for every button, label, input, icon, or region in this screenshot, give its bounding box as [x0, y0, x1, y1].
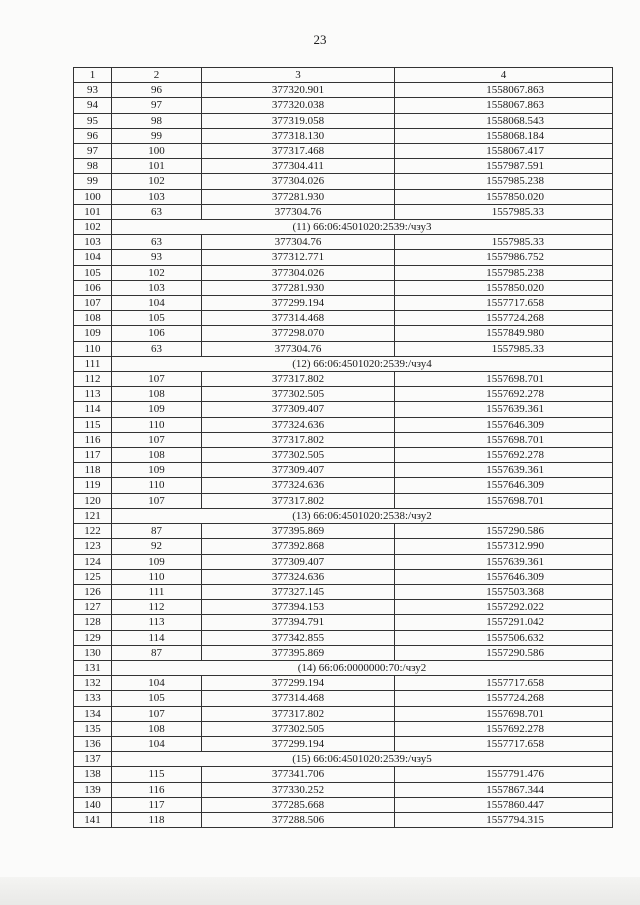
x-coordinate-cell: 377394.153 — [202, 600, 395, 615]
x-coordinate-cell: 377281.930 — [202, 280, 395, 295]
x-coordinate-cell: 377299.194 — [202, 676, 395, 691]
row-number-cell: 95 — [74, 113, 112, 128]
y-coordinate-cell: 1558068.184 — [395, 128, 613, 143]
table-row — [74, 767, 613, 782]
point-number-cell: 117 — [112, 797, 202, 812]
parcel-group-title: (14) 66:06:0000000:70:/чзу2 — [112, 660, 613, 675]
row-number-cell: 96 — [74, 128, 112, 143]
coordinates-table-body — [74, 68, 613, 828]
table-row — [74, 463, 613, 478]
y-coordinate-cell: 1557698.701 — [395, 706, 613, 721]
point-number-cell: 113 — [112, 615, 202, 630]
table-row — [74, 159, 613, 174]
x-coordinate-cell: 377317.802 — [202, 493, 395, 508]
point-number-cell: 109 — [112, 554, 202, 569]
x-coordinate-cell: 377312.771 — [202, 250, 395, 265]
y-coordinate-cell: 1557639.361 — [395, 463, 613, 478]
x-coordinate-cell: 377394.791 — [202, 615, 395, 630]
table-row — [74, 311, 613, 326]
y-coordinate-cell: 1557717.658 — [395, 676, 613, 691]
table-row — [74, 554, 613, 569]
table-row — [74, 387, 613, 402]
row-number-cell: 115 — [74, 417, 112, 432]
table-row — [74, 691, 613, 706]
row-number-cell: 133 — [74, 691, 112, 706]
table-row — [74, 113, 613, 128]
row-number-cell: 132 — [74, 676, 112, 691]
x-coordinate-cell: 377304.76 — [202, 341, 395, 356]
table-row — [74, 372, 613, 387]
point-number-cell: 87 — [112, 524, 202, 539]
row-number-cell: 120 — [74, 493, 112, 508]
row-number-cell: 130 — [74, 645, 112, 660]
x-coordinate-cell: 377317.802 — [202, 706, 395, 721]
row-number-cell: 102 — [74, 220, 112, 235]
row-number-cell: 111 — [74, 356, 112, 371]
y-coordinate-cell: 1557717.658 — [395, 736, 613, 751]
point-number-cell: 111 — [112, 584, 202, 599]
table-row — [74, 736, 613, 751]
point-number-cell: 105 — [112, 691, 202, 706]
table-row — [74, 250, 613, 265]
point-number-cell: 93 — [112, 250, 202, 265]
point-number-cell: 97 — [112, 98, 202, 113]
header-cell-3: 3 — [202, 68, 395, 83]
x-coordinate-cell: 377302.505 — [202, 448, 395, 463]
point-number-cell: 104 — [112, 736, 202, 751]
point-number-cell: 102 — [112, 265, 202, 280]
point-number-cell: 106 — [112, 326, 202, 341]
row-number-cell: 101 — [74, 204, 112, 219]
y-coordinate-cell: 1557290.586 — [395, 645, 613, 660]
row-number-cell: 141 — [74, 812, 112, 827]
table-row — [74, 569, 613, 584]
table-row — [74, 144, 613, 159]
y-coordinate-cell: 1557791.476 — [395, 767, 613, 782]
y-coordinate-cell: 1557987.591 — [395, 159, 613, 174]
x-coordinate-cell: 377318.130 — [202, 128, 395, 143]
table-row — [74, 204, 613, 219]
table-row — [74, 189, 613, 204]
table-row — [74, 402, 613, 417]
x-coordinate-cell: 377319.058 — [202, 113, 395, 128]
point-number-cell: 112 — [112, 600, 202, 615]
point-number-cell: 102 — [112, 174, 202, 189]
x-coordinate-cell: 377299.194 — [202, 736, 395, 751]
table-row — [74, 539, 613, 554]
point-number-cell: 110 — [112, 569, 202, 584]
x-coordinate-cell: 377327.145 — [202, 584, 395, 599]
x-coordinate-cell: 377342.855 — [202, 630, 395, 645]
point-number-cell: 107 — [112, 372, 202, 387]
table-row — [74, 265, 613, 280]
row-number-cell: 109 — [74, 326, 112, 341]
row-number-cell: 123 — [74, 539, 112, 554]
table-row — [74, 98, 613, 113]
table-row — [74, 174, 613, 189]
table-row — [74, 645, 613, 660]
row-number-cell: 107 — [74, 296, 112, 311]
table-group-row — [74, 508, 613, 523]
x-coordinate-cell: 377288.506 — [202, 812, 395, 827]
point-number-cell: 105 — [112, 311, 202, 326]
y-coordinate-cell: 1557985.238 — [395, 265, 613, 280]
table-row — [74, 615, 613, 630]
point-number-cell: 118 — [112, 812, 202, 827]
x-coordinate-cell: 377309.407 — [202, 402, 395, 417]
x-coordinate-cell: 377314.468 — [202, 311, 395, 326]
point-number-cell: 109 — [112, 402, 202, 417]
y-coordinate-cell: 1557646.309 — [395, 417, 613, 432]
table-row — [74, 478, 613, 493]
x-coordinate-cell: 377285.668 — [202, 797, 395, 812]
y-coordinate-cell: 1557724.268 — [395, 691, 613, 706]
row-number-cell: 105 — [74, 265, 112, 280]
y-coordinate-cell: 1557692.278 — [395, 448, 613, 463]
table-row — [74, 630, 613, 645]
y-coordinate-cell: 1557867.344 — [395, 782, 613, 797]
row-number-cell: 113 — [74, 387, 112, 402]
x-coordinate-cell: 377281.930 — [202, 189, 395, 204]
row-number-cell: 108 — [74, 311, 112, 326]
row-number-cell: 98 — [74, 159, 112, 174]
row-number-cell: 93 — [74, 83, 112, 98]
point-number-cell: 104 — [112, 296, 202, 311]
x-coordinate-cell: 377314.468 — [202, 691, 395, 706]
table-row — [74, 417, 613, 432]
y-coordinate-cell: 1557850.020 — [395, 280, 613, 295]
point-number-cell: 107 — [112, 432, 202, 447]
y-coordinate-cell: 1557850.020 — [395, 189, 613, 204]
point-number-cell: 103 — [112, 189, 202, 204]
point-number-cell: 63 — [112, 341, 202, 356]
point-number-cell: 92 — [112, 539, 202, 554]
header-cell-1: 1 — [74, 68, 112, 83]
row-number-cell: 135 — [74, 721, 112, 736]
table-group-row — [74, 752, 613, 767]
y-coordinate-cell: 1557986.752 — [395, 250, 613, 265]
row-number-cell: 140 — [74, 797, 112, 812]
y-coordinate-cell: 1557291.042 — [395, 615, 613, 630]
row-number-cell: 137 — [74, 752, 112, 767]
table-group-row — [74, 356, 613, 371]
y-coordinate-cell: 1558067.863 — [395, 98, 613, 113]
row-number-cell: 118 — [74, 463, 112, 478]
row-number-cell: 99 — [74, 174, 112, 189]
y-coordinate-cell: 1557290.586 — [395, 524, 613, 539]
parcel-group-title: (13) 66:06:4501020:2538:/чзу2 — [112, 508, 613, 523]
x-coordinate-cell: 377317.802 — [202, 432, 395, 447]
point-number-cell: 103 — [112, 280, 202, 295]
y-coordinate-cell: 1557506.632 — [395, 630, 613, 645]
parcel-group-title: (12) 66:06:4501020:2539:/чзу4 — [112, 356, 613, 371]
x-coordinate-cell: 377320.038 — [202, 98, 395, 113]
y-coordinate-cell: 1557639.361 — [395, 402, 613, 417]
table-group-row — [74, 660, 613, 675]
x-coordinate-cell: 377302.505 — [202, 721, 395, 736]
table-row — [74, 493, 613, 508]
point-number-cell: 107 — [112, 706, 202, 721]
table-row — [74, 782, 613, 797]
table-row — [74, 676, 613, 691]
row-number-cell: 124 — [74, 554, 112, 569]
y-coordinate-cell: 1557717.658 — [395, 296, 613, 311]
point-number-cell: 99 — [112, 128, 202, 143]
x-coordinate-cell: 377304.026 — [202, 265, 395, 280]
y-coordinate-cell: 1557646.309 — [395, 569, 613, 584]
point-number-cell: 107 — [112, 493, 202, 508]
table-row — [74, 721, 613, 736]
point-number-cell: 63 — [112, 204, 202, 219]
parcel-group-title: (11) 66:06:4501020:2539:/чзу3 — [112, 220, 613, 235]
x-coordinate-cell: 377298.070 — [202, 326, 395, 341]
row-number-cell: 134 — [74, 706, 112, 721]
x-coordinate-cell: 377341.706 — [202, 767, 395, 782]
point-number-cell: 110 — [112, 417, 202, 432]
row-number-cell: 117 — [74, 448, 112, 463]
point-number-cell: 108 — [112, 387, 202, 402]
table-row — [74, 432, 613, 447]
row-number-cell: 103 — [74, 235, 112, 250]
row-number-cell: 110 — [74, 341, 112, 356]
y-coordinate-cell: 1557794.315 — [395, 812, 613, 827]
y-coordinate-cell: 1557985.33 — [395, 204, 613, 219]
table-row — [74, 600, 613, 615]
y-coordinate-cell: 1557698.701 — [395, 372, 613, 387]
table-row — [74, 235, 613, 250]
row-number-cell: 121 — [74, 508, 112, 523]
page-number: 23 — [313, 32, 327, 47]
row-number-cell: 112 — [74, 372, 112, 387]
y-coordinate-cell: 1557312.990 — [395, 539, 613, 554]
point-number-cell: 98 — [112, 113, 202, 128]
row-number-cell: 127 — [74, 600, 112, 615]
row-number-cell: 126 — [74, 584, 112, 599]
x-coordinate-cell: 377304.026 — [202, 174, 395, 189]
table-row — [74, 706, 613, 721]
x-coordinate-cell: 377299.194 — [202, 296, 395, 311]
row-number-cell: 122 — [74, 524, 112, 539]
header-cell-2: 2 — [112, 68, 202, 83]
y-coordinate-cell: 1558068.543 — [395, 113, 613, 128]
y-coordinate-cell: 1557724.268 — [395, 311, 613, 326]
table-group-row — [74, 220, 613, 235]
x-coordinate-cell: 377330.252 — [202, 782, 395, 797]
table-row — [74, 797, 613, 812]
y-coordinate-cell: 1558067.417 — [395, 144, 613, 159]
point-number-cell: 63 — [112, 235, 202, 250]
x-coordinate-cell: 377324.636 — [202, 478, 395, 493]
x-coordinate-cell: 377304.76 — [202, 235, 395, 250]
point-number-cell: 100 — [112, 144, 202, 159]
point-number-cell: 104 — [112, 676, 202, 691]
point-number-cell: 109 — [112, 463, 202, 478]
point-number-cell: 108 — [112, 448, 202, 463]
table-header-row — [74, 68, 613, 83]
y-coordinate-cell: 1557985.238 — [395, 174, 613, 189]
x-coordinate-cell: 377309.407 — [202, 554, 395, 569]
y-coordinate-cell: 1557985.33 — [395, 235, 613, 250]
row-number-cell: 94 — [74, 98, 112, 113]
x-coordinate-cell: 377302.505 — [202, 387, 395, 402]
scan-bottom-edge — [0, 877, 640, 905]
x-coordinate-cell: 377324.636 — [202, 417, 395, 432]
parcel-group-title: (15) 66:06:4501020:2539:/чзу5 — [112, 752, 613, 767]
point-number-cell: 101 — [112, 159, 202, 174]
y-coordinate-cell: 1557698.701 — [395, 432, 613, 447]
row-number-cell: 129 — [74, 630, 112, 645]
y-coordinate-cell: 1557849.980 — [395, 326, 613, 341]
row-number-cell: 125 — [74, 569, 112, 584]
table-row — [74, 326, 613, 341]
table-row — [74, 448, 613, 463]
table-row — [74, 128, 613, 143]
x-coordinate-cell: 377320.901 — [202, 83, 395, 98]
table-row — [74, 584, 613, 599]
y-coordinate-cell: 1557860.447 — [395, 797, 613, 812]
row-number-cell: 104 — [74, 250, 112, 265]
y-coordinate-cell: 1557639.361 — [395, 554, 613, 569]
table-row — [74, 524, 613, 539]
point-number-cell: 110 — [112, 478, 202, 493]
row-number-cell: 97 — [74, 144, 112, 159]
header-cell-4: 4 — [395, 68, 613, 83]
point-number-cell: 115 — [112, 767, 202, 782]
table-row — [74, 812, 613, 827]
y-coordinate-cell: 1557985.33 — [395, 341, 613, 356]
y-coordinate-cell: 1557692.278 — [395, 721, 613, 736]
x-coordinate-cell: 377317.468 — [202, 144, 395, 159]
coordinates-table — [73, 67, 613, 828]
x-coordinate-cell: 377324.636 — [202, 569, 395, 584]
row-number-cell: 116 — [74, 432, 112, 447]
row-number-cell: 100 — [74, 189, 112, 204]
x-coordinate-cell: 377304.76 — [202, 204, 395, 219]
x-coordinate-cell: 377395.869 — [202, 524, 395, 539]
row-number-cell: 136 — [74, 736, 112, 751]
row-number-cell: 114 — [74, 402, 112, 417]
x-coordinate-cell: 377392.868 — [202, 539, 395, 554]
row-number-cell: 119 — [74, 478, 112, 493]
y-coordinate-cell: 1557698.701 — [395, 493, 613, 508]
x-coordinate-cell: 377395.869 — [202, 645, 395, 660]
row-number-cell: 106 — [74, 280, 112, 295]
table-row — [74, 83, 613, 98]
point-number-cell: 116 — [112, 782, 202, 797]
y-coordinate-cell: 1557692.278 — [395, 387, 613, 402]
y-coordinate-cell: 1557646.309 — [395, 478, 613, 493]
row-number-cell: 139 — [74, 782, 112, 797]
x-coordinate-cell: 377317.802 — [202, 372, 395, 387]
point-number-cell: 96 — [112, 83, 202, 98]
row-number-cell: 131 — [74, 660, 112, 675]
y-coordinate-cell: 1557503.368 — [395, 584, 613, 599]
point-number-cell: 87 — [112, 645, 202, 660]
table-row — [74, 341, 613, 356]
point-number-cell: 114 — [112, 630, 202, 645]
y-coordinate-cell: 1557292.022 — [395, 600, 613, 615]
point-number-cell: 108 — [112, 721, 202, 736]
table-row — [74, 296, 613, 311]
x-coordinate-cell: 377309.407 — [202, 463, 395, 478]
table-row — [74, 280, 613, 295]
row-number-cell: 138 — [74, 767, 112, 782]
x-coordinate-cell: 377304.411 — [202, 159, 395, 174]
y-coordinate-cell: 1558067.863 — [395, 83, 613, 98]
row-number-cell: 128 — [74, 615, 112, 630]
